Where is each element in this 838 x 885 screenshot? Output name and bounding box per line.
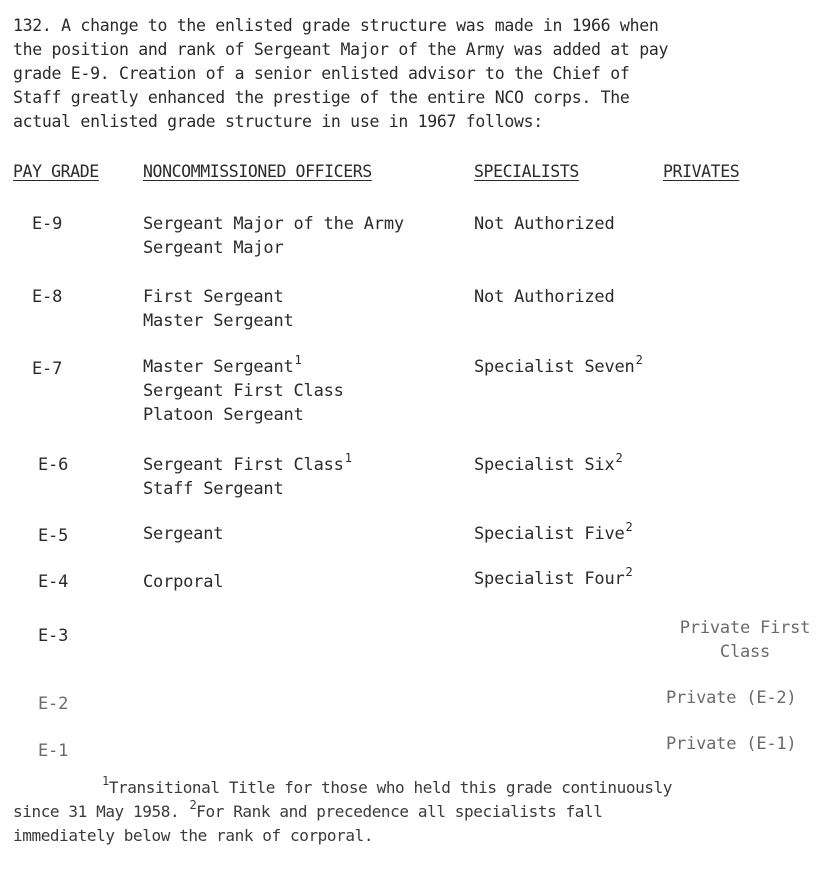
grade-cell: E-2 xyxy=(38,694,69,714)
footnote-marker: 2 xyxy=(189,798,197,812)
nco-cell xyxy=(143,570,223,594)
paragraph-line: Staff greatly enhanced the prestige of the entire NCO corps. The xyxy=(13,88,630,107)
footnote-text: Transitional Title for those who held this grade continuously xyxy=(108,778,673,797)
private-title: Private (E-2) xyxy=(666,688,797,708)
footnote-text: For Rank and precedence all specialists fall xyxy=(196,802,603,821)
footnote-marker: 1 xyxy=(344,451,352,465)
nco-cell xyxy=(143,522,223,546)
header-nco: NONCOMMISSIONED OFFICERS xyxy=(143,162,372,181)
nco-title: Sergeant Major xyxy=(143,238,284,258)
header-specialists: SPECIALISTS xyxy=(474,162,579,181)
private-title: Private First xyxy=(679,618,811,638)
footnote-line xyxy=(13,800,672,824)
nco-title: Sergeant Major of the Army xyxy=(143,214,404,234)
grade-cell: E-6 xyxy=(38,455,69,475)
nco-title: Sergeant First Class xyxy=(143,381,344,401)
private-title: Class xyxy=(719,642,771,662)
specialist-title: Specialist Four xyxy=(474,569,625,589)
footnote-text: since 31 May 1958. xyxy=(13,802,189,821)
grade-cell: E-3 xyxy=(38,626,69,646)
header-privates: PRIVATES xyxy=(663,162,740,181)
footnote-marker: 1 xyxy=(102,774,109,788)
footnote-marker: 2 xyxy=(625,520,633,534)
nco-cell xyxy=(143,285,294,333)
specialist-title: Specialist Five xyxy=(474,524,625,544)
nco-title: Corporal xyxy=(143,572,224,592)
header-pay-grade: PAY GRADE xyxy=(13,162,99,181)
nco-title xyxy=(143,453,352,477)
grade-cell: E-8 xyxy=(32,287,63,307)
footnote-marker: 1 xyxy=(294,353,302,367)
specialist-cell xyxy=(474,355,643,379)
specialist-cell: Not Authorized xyxy=(474,214,615,234)
nco-title-text: Sergeant First Class xyxy=(143,455,344,475)
footnote-marker: 2 xyxy=(615,451,623,465)
private-cell xyxy=(666,732,796,756)
private-cell xyxy=(666,686,796,710)
paragraph-line: actual enlisted grade structure in use in 1967 follows: xyxy=(13,112,543,131)
grade-cell: E-4 xyxy=(38,572,69,592)
nco-title xyxy=(143,355,344,379)
nco-title: Sergeant xyxy=(143,524,224,544)
nco-title-text: Master Sergeant xyxy=(143,357,294,377)
nco-title: First Sergeant xyxy=(143,287,284,307)
private-title: Private (E-1) xyxy=(666,734,797,754)
specialist-title: Specialist Seven xyxy=(474,357,635,377)
paragraph-line: the position and rank of Sergeant Major of the Army was added at pay xyxy=(13,40,669,59)
specialist-cell xyxy=(474,522,633,546)
specialist-cell xyxy=(474,567,633,591)
paragraph-line: 132. A change to the enlisted grade structure was made in 1966 when xyxy=(13,16,659,35)
nco-title: Master Sergeant xyxy=(143,311,294,331)
footnote-line: immediately below the rank of corporal. xyxy=(13,826,374,845)
nco-cell xyxy=(143,212,404,260)
nco-title: Staff Sergeant xyxy=(143,479,284,499)
specialist-cell: Not Authorized xyxy=(474,287,615,307)
grade-cell: E-5 xyxy=(38,526,69,546)
footnote-line xyxy=(13,776,672,800)
private-cell xyxy=(665,616,825,664)
intro-paragraph xyxy=(13,14,828,134)
nco-title: Platoon Sergeant xyxy=(143,405,304,425)
grade-cell: E-1 xyxy=(38,741,69,761)
specialist-cell xyxy=(474,453,623,477)
footnote-marker: 2 xyxy=(635,353,643,367)
nco-cell xyxy=(143,453,352,501)
grade-cell: E-7 xyxy=(32,359,63,379)
nco-cell xyxy=(143,355,344,427)
footnote xyxy=(13,776,672,848)
footnote-marker: 2 xyxy=(625,565,633,579)
grade-cell: E-9 xyxy=(32,214,63,234)
paragraph-line: grade E-9. Creation of a senior enlisted advisor to the Chief of xyxy=(13,64,630,83)
specialist-title: Specialist Six xyxy=(474,455,615,475)
